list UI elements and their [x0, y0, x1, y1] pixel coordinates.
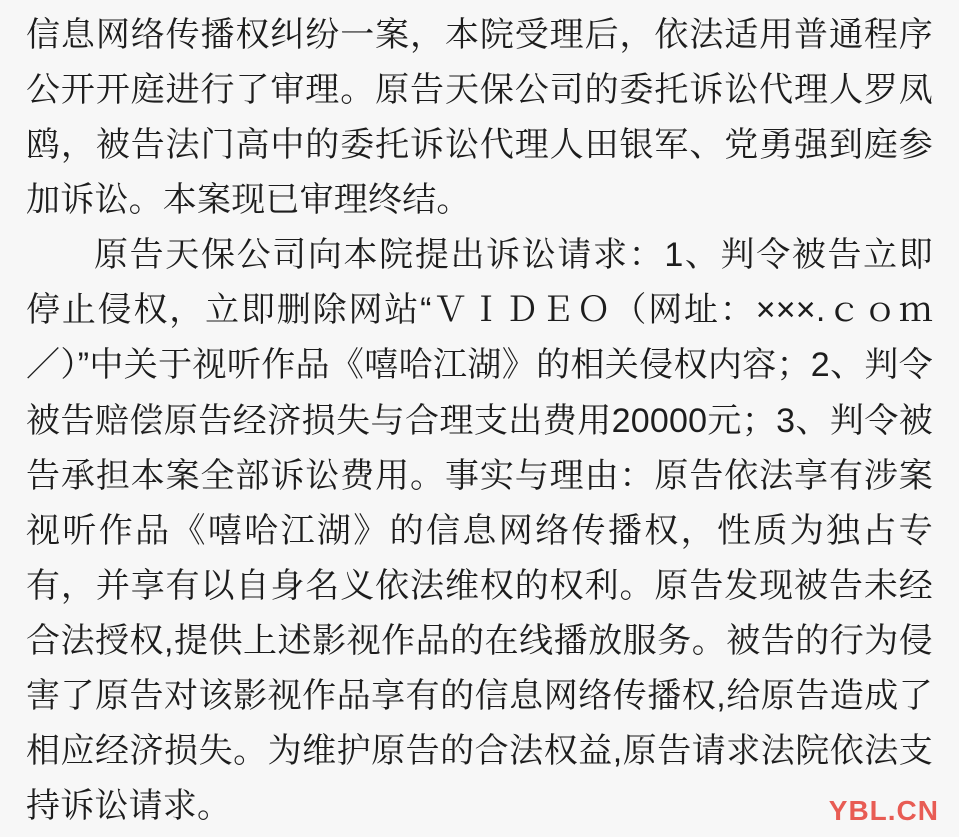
watermark-label: YBL.CN	[828, 795, 939, 826]
paragraph-2: 原告天保公司向本院提出诉讼请求：1、判令被告立即停止侵权，立即删除网站“ＶＩＤＥＯ（网址：×××.ｃｏｍ／）”中关于视听作品《嘻哈江湖》的相关侵权内容；2、判令被告赔偿原告经济损失与合理支出费用20000元；3、判令被告承担本案全部诉讼费用。事实与理由：原告依法享有涉案视听作品《嘻哈江湖》的信息网络传播权，性质为独占专有，并享有以自身名义依法维权的权利。原告发现被告未经合法授权,提供上述影视作品的在线播放服务。被告的行为侵害了原告对该影视作品享有的信息网络传播权,给原告造成了相应经济损失。为维护原告的合法权益,原告请求法院依法支持诉讼请求。	[26, 236, 933, 826]
paragraph-1: 信息网络传播权纠纷一案，本院受理后，依法适用普通程序公开开庭进行了审理。原告天保公司的委托诉讼代理人罗凤鸥，被告法门高中的委托诉讼代理人田银军、党勇强到庭参加诉讼。本案现已审理终结。	[26, 16, 933, 220]
document-text-body	[26, 8, 933, 834]
